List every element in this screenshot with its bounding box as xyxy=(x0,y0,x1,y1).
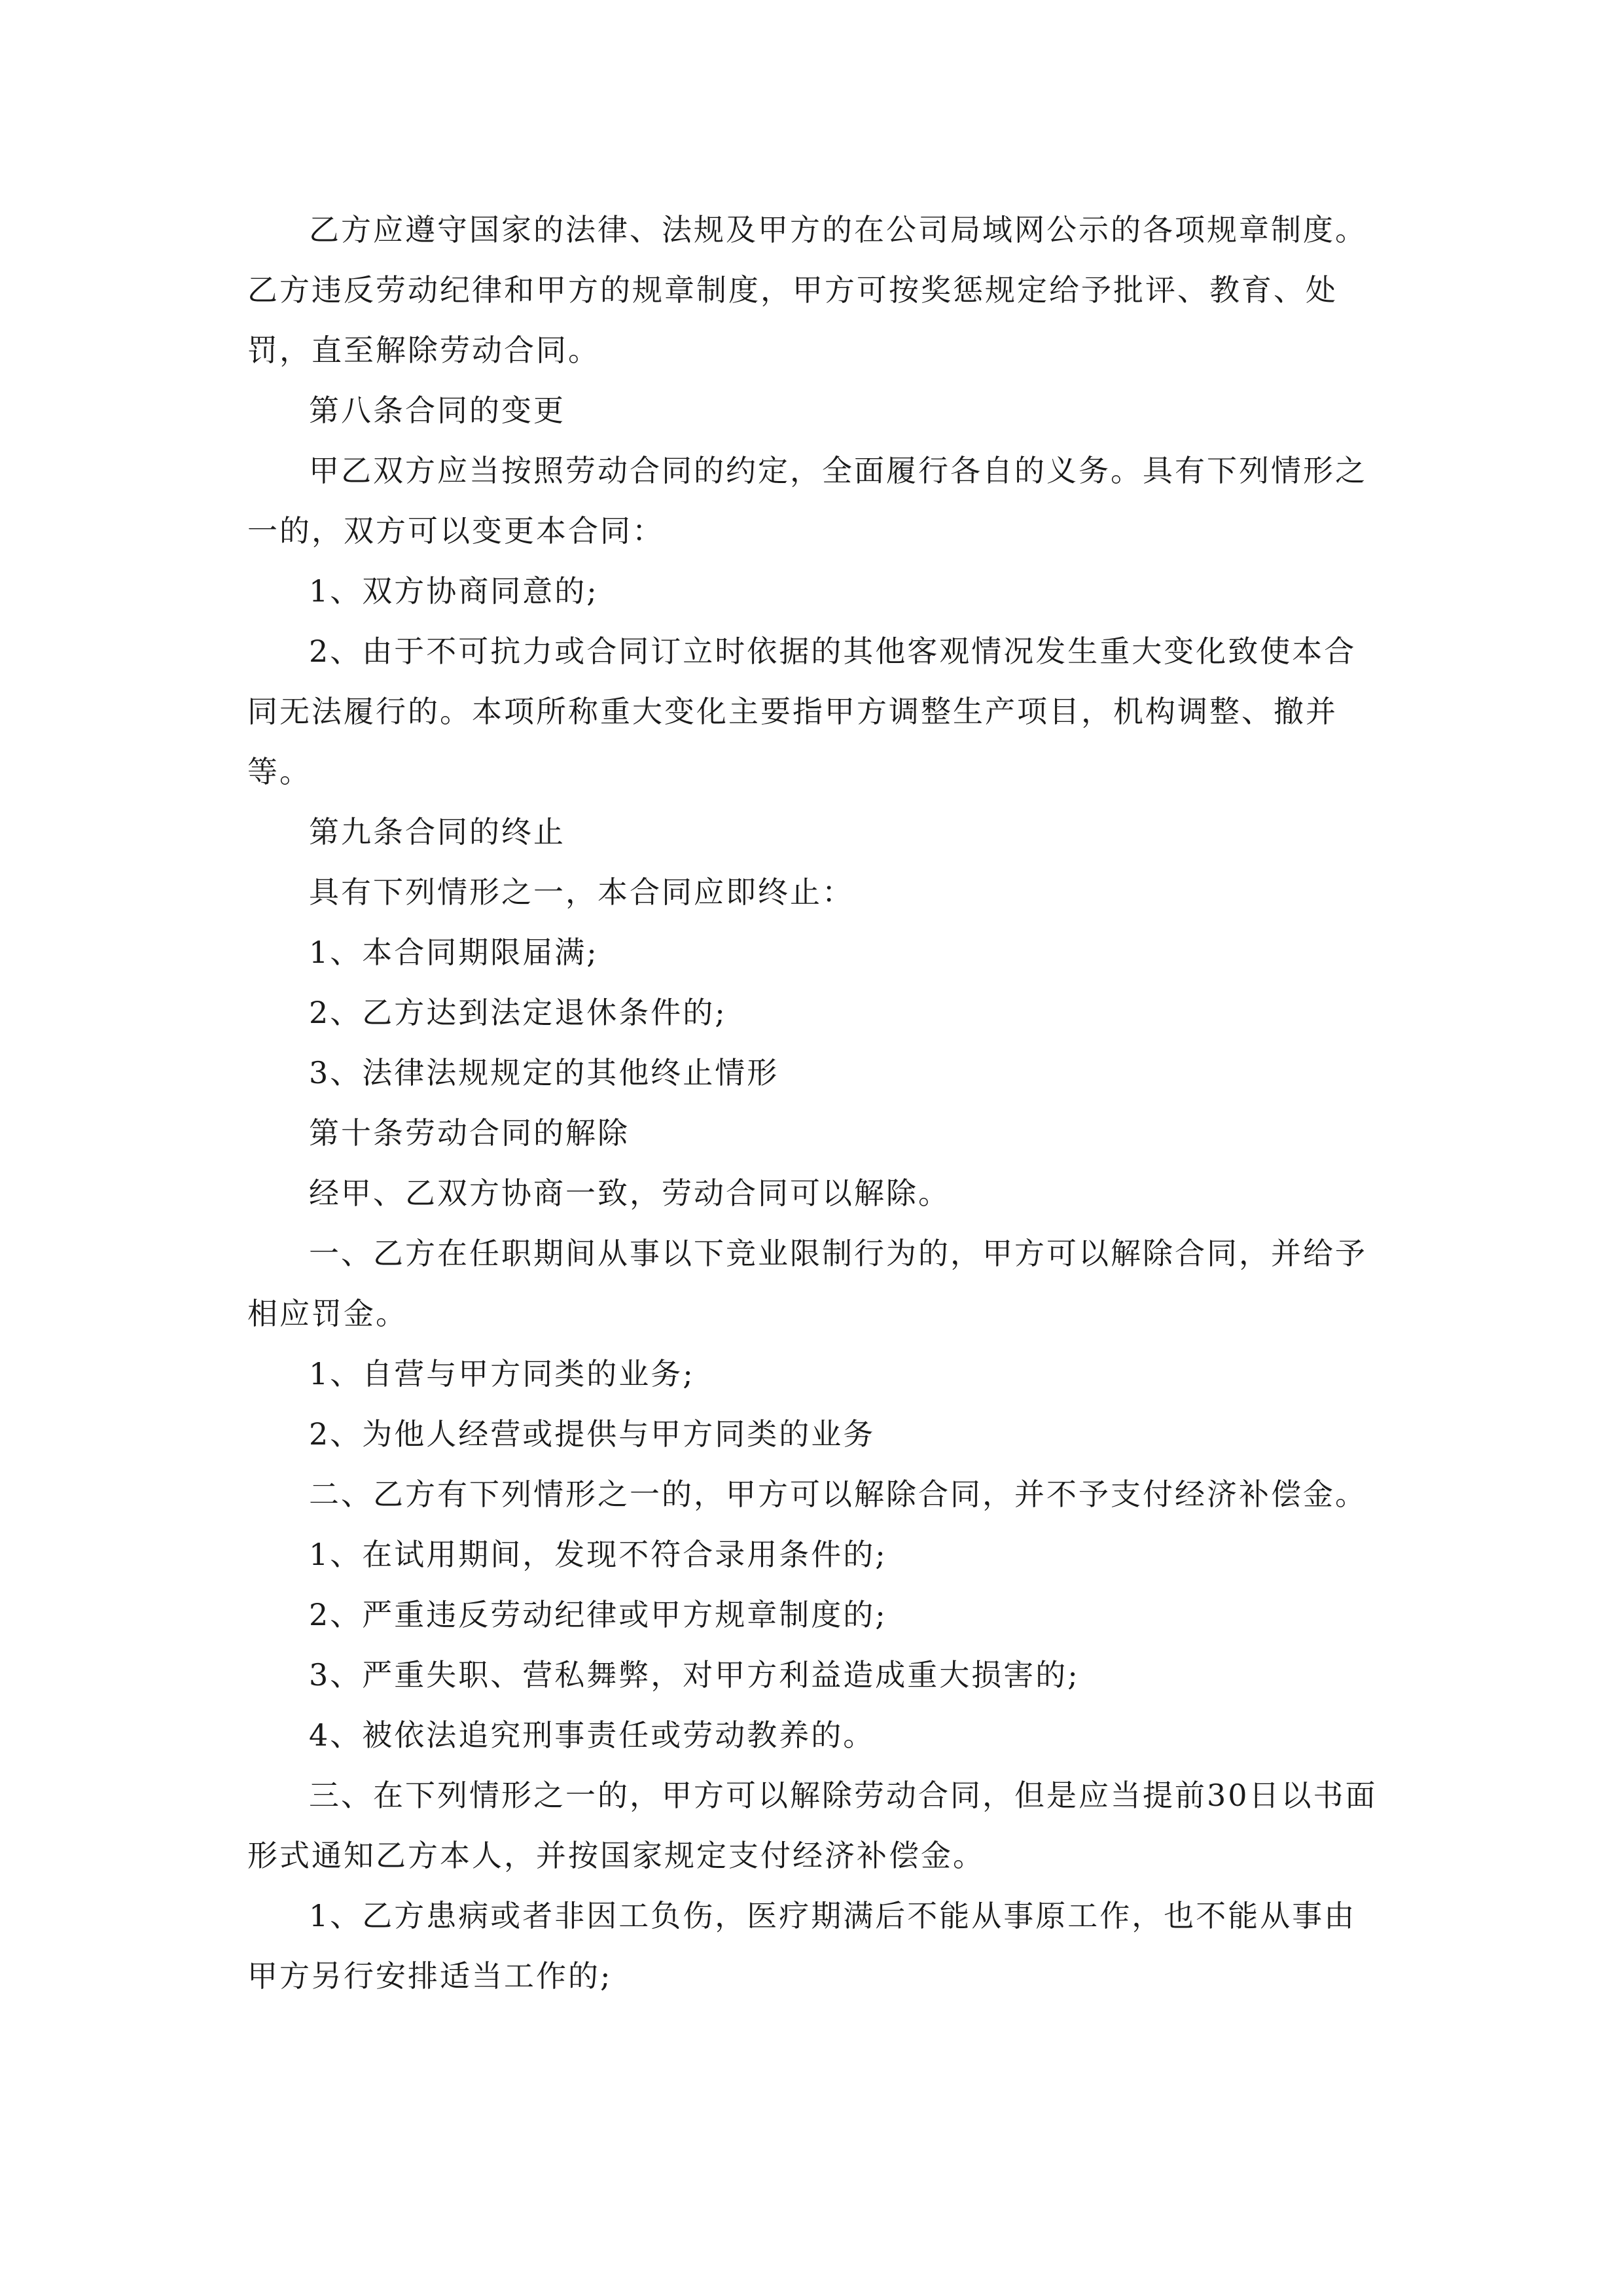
list-item: 1、在试用期间，发现不符合录用条件的; xyxy=(309,1537,887,1572)
list-item: 2、严重违反劳动纪律或甲方规章制度的; xyxy=(309,1597,887,1632)
paragraph-change-conditions: 甲乙双方应当按照劳动合同的约定，全面履行各自的义务。具有下列情形之一的，双方可以变更本合同： xyxy=(247,453,1367,548)
list-item: 4、被依法追究刑事责任或劳动教养的。 xyxy=(309,1717,876,1753)
list-item: 3、严重失职、营私舞弊，对甲方利益造成重大损害的; xyxy=(309,1657,1080,1693)
paragraph-mutual-dissolution: 经甲、乙双方协商一致，劳动合同可以解除。 xyxy=(309,1175,950,1211)
list-item: 1、乙方患病或者非因工负伤，医疗期满后不能从事原工作，也不能从事由甲方另行安排适当工作的; xyxy=(247,1898,1357,1994)
list-item: 1、双方协商同意的; xyxy=(309,573,599,609)
list-item: 2、为他人经营或提供与甲方同类的业务 xyxy=(309,1416,876,1452)
heading-article-9: 第九条合同的终止 xyxy=(309,814,565,850)
list-item: 1、自营与甲方同类的业务; xyxy=(309,1356,695,1391)
paragraph-rules-compliance: 乙方应遵守国家的法律、法规及甲方的在公司局域网公示的各项规章制度。乙方违反劳动纪律和甲方的规章制度，甲方可按奖惩规定给予批评、教育、处罚，直至解除劳动合同。 xyxy=(247,212,1367,368)
list-item: 2、由于不可抗力或合同订立时依据的其他客观情况发生重大变化致使本合同无法履行的。本项所称重大变化主要指甲方调整生产项目，机构调整、撤并等。 xyxy=(247,634,1357,789)
list-item: 1、本合同期限届满; xyxy=(309,935,599,970)
paragraph-termination-conditions: 具有下列情形之一，本合同应即终止： xyxy=(309,874,854,910)
heading-article-8: 第八条合同的变更 xyxy=(309,393,565,428)
list-item: 2、乙方达到法定退休条件的; xyxy=(309,995,727,1030)
section-dismissal-with-notice: 三、在下列情形之一的，甲方可以解除劳动合同，但是应当提前30日以书面形式通知乙方本人，并按国家规定支付经济补偿金。 xyxy=(247,1778,1378,1873)
document-body xyxy=(247,200,1386,2006)
section-non-compete: 一、乙方在任职期间从事以下竞业限制行为的，甲方可以解除合同，并给予相应罚金。 xyxy=(247,1236,1367,1331)
heading-article-10: 第十条劳动合同的解除 xyxy=(309,1115,630,1151)
section-dismissal-no-compensation: 二、乙方有下列情形之一的，甲方可以解除合同，并不予支付经济补偿金。 xyxy=(309,1477,1367,1512)
list-item: 3、法律法规规定的其他终止情形 xyxy=(309,1055,779,1090)
